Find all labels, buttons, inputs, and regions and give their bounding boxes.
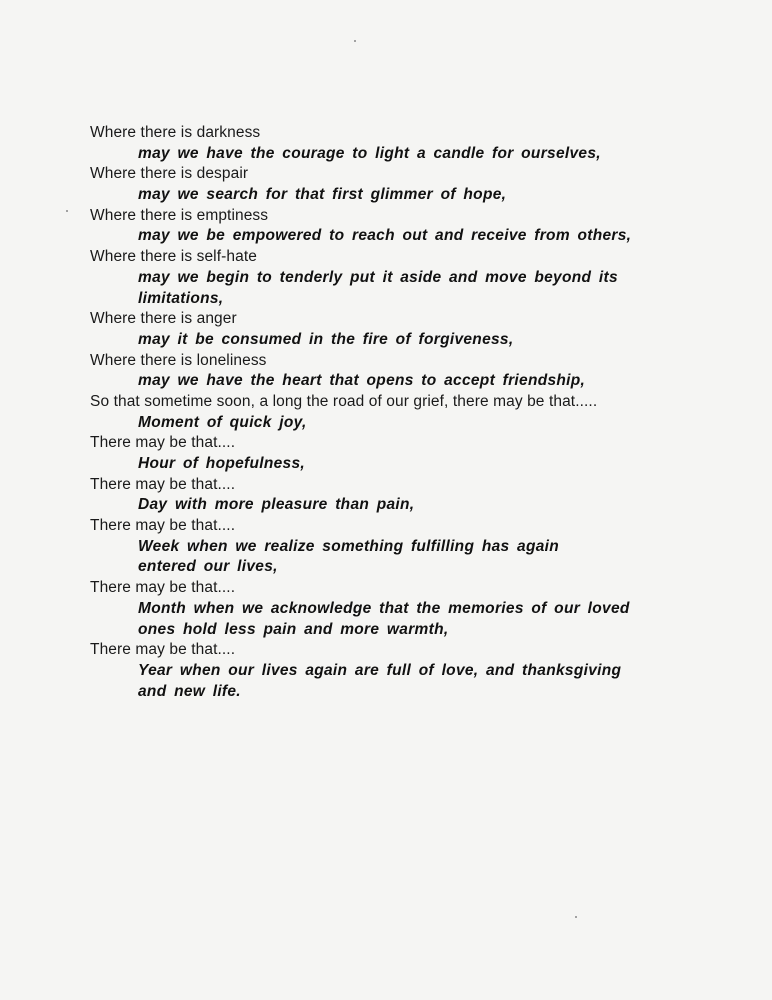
paper-speck — [354, 40, 356, 42]
poem-response-line: may we be empowered to reach out and receive from others, — [138, 227, 632, 245]
poem-response-line: and new life. — [138, 682, 241, 700]
poem-response-line: Hour of hopefulness, — [138, 455, 305, 472]
poem-line: Where there is emptiness — [90, 206, 269, 224]
poem-line: Where there is despair — [90, 165, 249, 183]
poem-response-line: may we begin to tenderly put it aside and move beyond its — [138, 268, 618, 286]
poem-line: There may be that.... — [90, 517, 236, 535]
poem-response-line: Month when we acknowledge that the memories of our loved — [138, 599, 630, 617]
poem-line: There may be that.... — [90, 641, 236, 659]
poem-line: There may be that.... — [90, 579, 236, 597]
poem-line: So that sometime soon, a long the road of our grief, there may be that..... — [90, 392, 598, 410]
poem-response-line: may it be consumed in the fire of forgiveness, — [138, 330, 514, 348]
poem-line: Where there is loneliness — [90, 351, 267, 369]
poem-response-line: Year when our lives again are full of love, and thanksgiving — [138, 661, 622, 679]
poem-response-line: may we have the heart that opens to accept friendship, — [138, 372, 586, 390]
poem-response-line: may we have the courage to light a candle for ourselves, — [138, 144, 601, 162]
paper-speck — [575, 916, 577, 918]
poem-line: Where there is anger — [90, 310, 237, 328]
poem-line: There may be that.... — [90, 434, 236, 452]
poem-response-line: ones hold less pain and more warmth, — [138, 620, 449, 638]
poem-response-line: Week when we realize something fulfilling has again — [138, 537, 560, 555]
poem-body — [90, 123, 730, 702]
poem-response-line: entered our lives, — [138, 558, 278, 576]
poem-line: Where there is self-hate — [90, 248, 257, 266]
paper-speck — [66, 210, 68, 212]
poem-response-line: Moment of quick joy, — [138, 413, 307, 431]
poem-response-line: limitations, — [138, 289, 224, 307]
poem-response-line: may we search for that first glimmer of hope, — [138, 186, 507, 204]
poem-line: Where there is darkness — [90, 124, 261, 141]
poem-line: There may be that.... — [90, 475, 236, 493]
poem-response-line: Day with more pleasure than pain, — [138, 496, 415, 514]
